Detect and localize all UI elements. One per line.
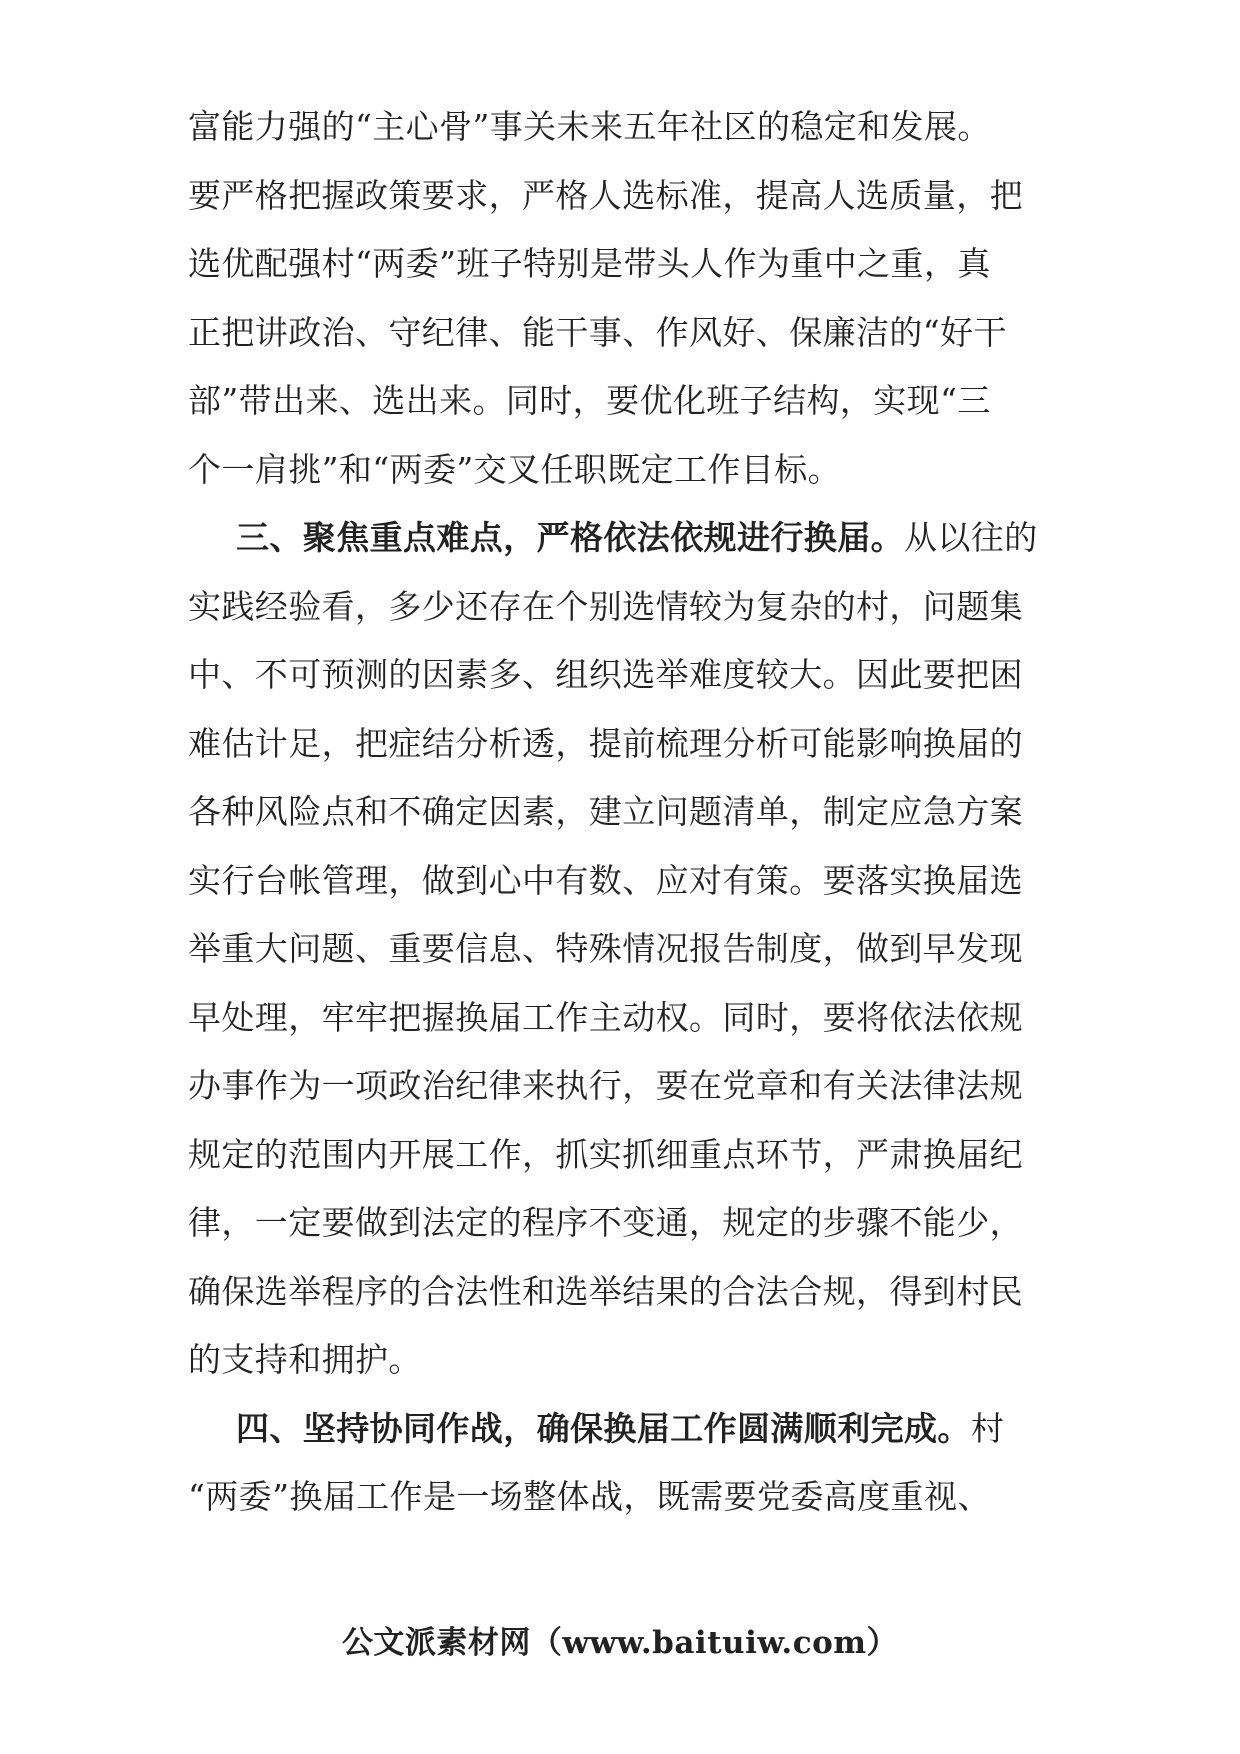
section-three-text: 从以往的 (904, 518, 1038, 557)
text-line: 早处理，牢牢把握换届工作主动权。同时，要将依法依规 (188, 997, 1023, 1037)
text-line: 中、不可预测的因素多、组织选举难度较大。因此要把困 (188, 655, 1023, 694)
text-line: 办事作为一项政治纪律来执行，要在党章和有关法律法规 (188, 1066, 1023, 1105)
text-line: 正把讲政治、守纪律、能干事、作风好、保廉洁的“好干 (188, 312, 1007, 352)
footer-source: 公文派素材网（www.baituiw.com） (341, 1625, 899, 1661)
text-line: 选优配强村“两委”班子特别是带头人作为重中之重，真 (188, 244, 991, 283)
text-line: 富能力强的“主心骨”事关未来五年社区的稳定和发展。 (188, 107, 991, 146)
text-line: 要严格把握政策要求，严格人选标准，提高人选质量，把 (188, 175, 1023, 215)
section-four-first-line (188, 1395, 1054, 1464)
section-three-first-line (188, 504, 1054, 573)
text-line: 个一肩挑”和“两委”交叉任职既定工作目标。 (188, 449, 842, 489)
text-line: 确保选举程序的合法性和选举结果的合法合规，得到村民 (188, 1271, 1023, 1311)
text-line: 举重大问题、重要信息、特殊情况报告制度，做到早发现 (188, 929, 1023, 968)
text-line: 实践经验看，多少还存在个别选情较为复杂的村，问题集 (188, 586, 1023, 626)
text-line: 规定的范围内开展工作，抓实抓细重点环节，严肃换届纪 (188, 1134, 1023, 1174)
text-line: 各种风险点和不确定因素，建立问题清单，制定应急方案 (188, 792, 1023, 831)
text-line: 实行台帐管理，做到心中有数、应对有策。要落实换届选 (188, 860, 1023, 900)
section-four-text: 村 (970, 1408, 1005, 1448)
text-line: “两委”换届工作是一场整体战，既需要党委高度重视、 (188, 1477, 991, 1516)
text-line: 部”带出来、选出来。同时，要优化班子结构，实现“三 (188, 381, 991, 420)
section-heading-four: 四、坚持协同作战，确保换届工作圆满顺利完成。 (236, 1408, 971, 1448)
text-line: 的支持和拥护。 (188, 1340, 422, 1379)
text-line: 律，一定要做到法定的程序不变通，规定的步骤不能少， (188, 1203, 1023, 1242)
section-heading-three: 三、聚焦重点难点，严格依法依规进行换届。 (236, 518, 904, 557)
document-body (188, 93, 1054, 1532)
text-line: 难估计足，把症结分析透，提前梳理分析可能影响换届的 (188, 723, 1023, 763)
